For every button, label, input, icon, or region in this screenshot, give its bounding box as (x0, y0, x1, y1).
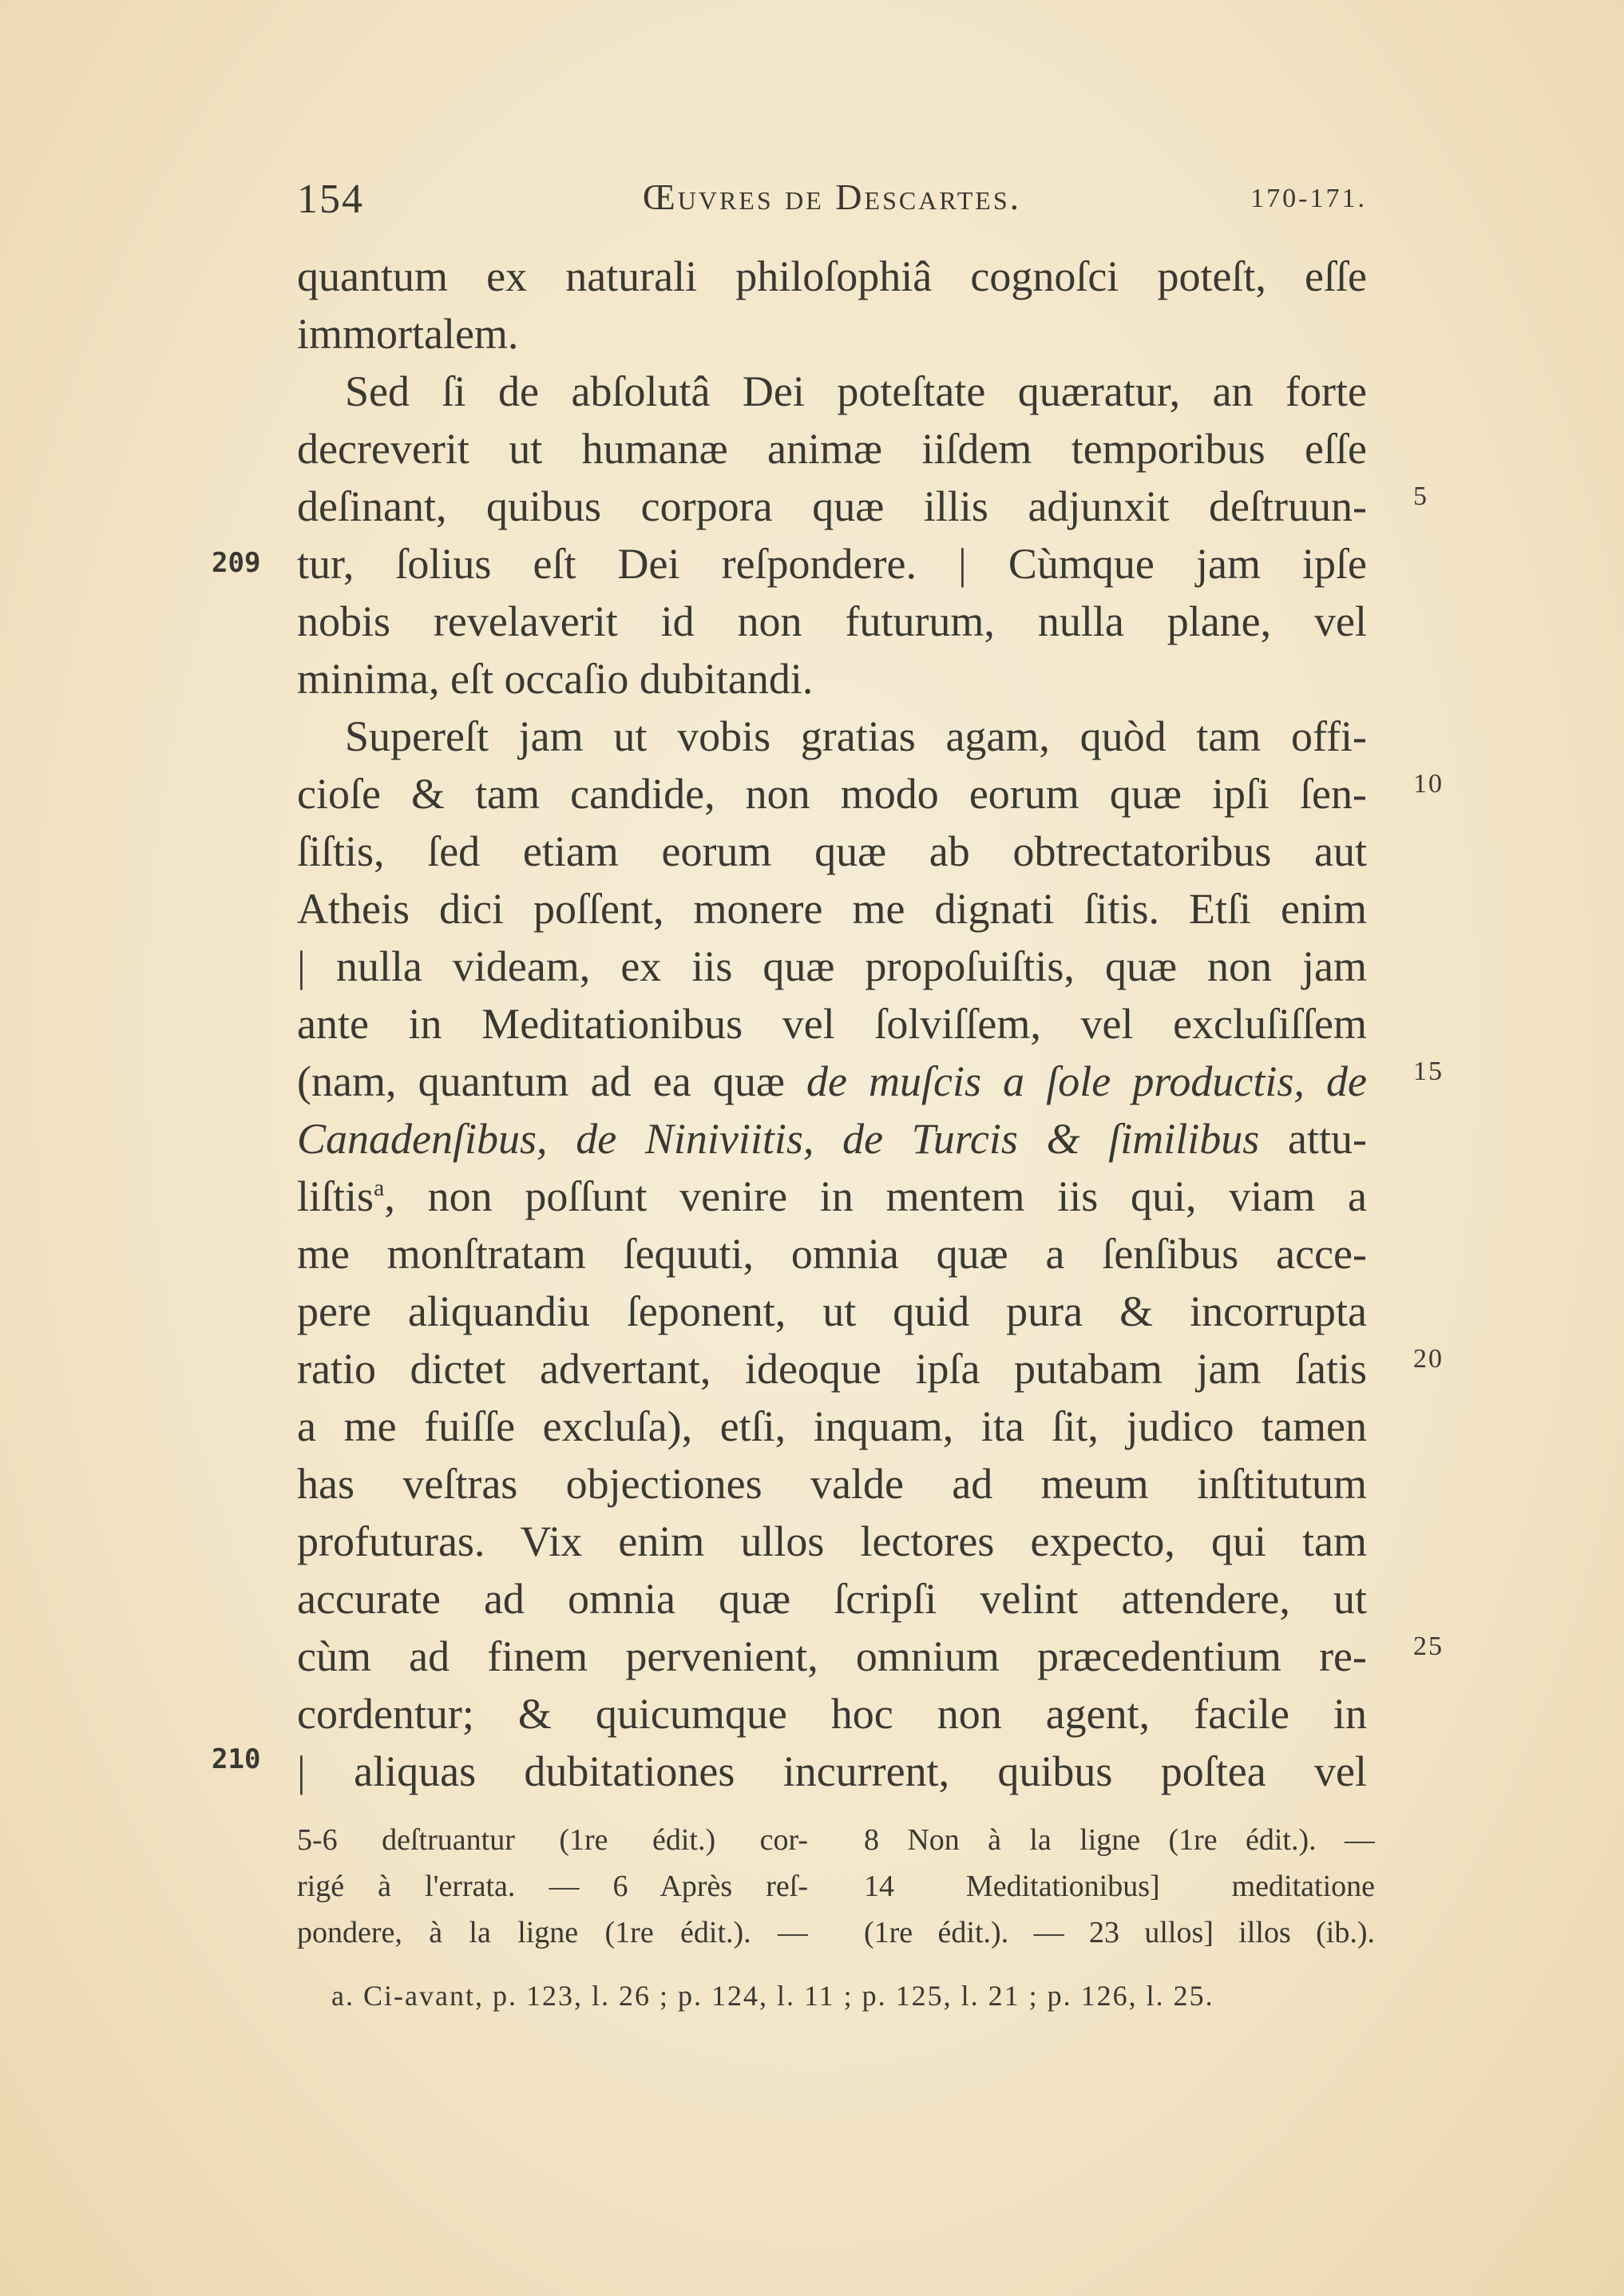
text-line: accurate ad omnia quæ ſcripſi velint attendere, ut (297, 1575, 1367, 1623)
text-line: cordentur; & quicumque hoc non agent, facile in (297, 1690, 1367, 1738)
running-header (297, 176, 1367, 232)
text-line: cioſe & tam candide, non modo eorum quæ ipſi ſen- (297, 770, 1367, 818)
notes-right-column (864, 1817, 1375, 1956)
text-line: has veſtras objectiones valde ad meum inſtitutum (297, 1460, 1367, 1508)
text-line: Sed ſi de abſolutâ Dei poteſtate quæratur, an forte (345, 367, 1367, 415)
edition-page-marker: 209 (212, 547, 261, 579)
text-run: (nam, quantum ad ea quæ (297, 1057, 785, 1105)
line-number: 20 (1413, 1344, 1444, 1374)
text-line: me monſtratam ſequuti, omnia quæ a ſenſibus acce- (297, 1230, 1367, 1278)
text-line: minima, eſt occaſio dubitandi. (297, 655, 814, 703)
text-line: Atheis dici poſſent, monere me dignati ſitis. Etſi enim (297, 885, 1367, 933)
note-line: pondere, à la ligne (1re édit.). — (297, 1916, 808, 1949)
text-line (297, 1053, 1367, 1110)
page-number: 154 (297, 176, 364, 222)
main-text (297, 248, 1367, 1800)
text-line: ſiſtis, ſed etiam eorum quæ ab obtrectatoribus aut (297, 827, 1367, 875)
text-line: ratio dictet advertant, ideoque ipſa putabam jam ſatis (297, 1345, 1367, 1393)
running-title: Œuvres de Descartes. (642, 176, 1022, 217)
text-line: profuturas. Vix enim ullos lectores expecto, qui tam (297, 1517, 1367, 1565)
footnote: a. Ci-avant, p. 123, l. 26 ; p. 124, l. 11 ; p. 125, l. 21 ; p. 126, l. 25. (331, 1980, 1214, 2012)
page-range: 170-171. (1250, 184, 1367, 213)
note-line: 5-6 deſtruantur (1re édit.) cor- (297, 1823, 808, 1857)
note-line: 8 Non à la ligne (1re édit.). — (864, 1823, 1375, 1857)
text-line: cùm ad finem pervenient, omnium præcedentium re- (297, 1632, 1367, 1680)
line-number: 25 (1413, 1632, 1444, 1661)
text-line: decreverit ut humanæ animæ iiſdem temporibus eſſe (297, 425, 1367, 473)
text-line: immortalem. (297, 310, 519, 358)
text-line (297, 1110, 1367, 1168)
note-line: rigé à l'errata. — 6 Après reſ- (297, 1870, 808, 1903)
text-line: pere aliquandiu ſeponent, ut quid pura & incorrupta (297, 1287, 1367, 1335)
text-line: | nulla videam, ex iis quæ propoſuiſtis, quæ non jam (297, 942, 1367, 990)
text-run: liſtis (297, 1172, 374, 1220)
line-number: 5 (1413, 482, 1428, 511)
line-number: 10 (1413, 769, 1444, 799)
text-line: quantum ex naturali philoſophiâ cognoſci poteſt, eſſe (297, 252, 1367, 300)
text-line: deſinant, quibus corpora quæ illis adjunxit deſtruun- (297, 482, 1367, 530)
line-number: 15 (1413, 1057, 1444, 1086)
text-line: Supereſt jam ut vobis gratias agam, quòd tam offi- (345, 712, 1367, 760)
text-line: | aliquas dubitationes incurrent, quibus poſtea vel (297, 1747, 1367, 1795)
text-line: nobis revelaverit id non futurum, nulla plane, vel (297, 597, 1367, 645)
italic-run: Canadenſibus, de Niniviitis, de Turcis & ſimilibus (297, 1115, 1260, 1163)
text-line: a me fuiſſe excluſa), etſi, inquam, ita ſit, judico tamen (297, 1402, 1367, 1450)
notes-left-column (297, 1817, 808, 1956)
italic-run: de muſcis a ſole productis, de (806, 1057, 1367, 1105)
text-line: tur, ſolius eſt Dei reſpondere. | Cùmque jam ipſe (297, 540, 1367, 588)
text-run: , non poſſunt venire in mentem iis qui, viam a (384, 1172, 1367, 1220)
edition-page-marker: 210 (212, 1743, 261, 1775)
text-line (297, 1168, 1367, 1225)
note-line: (1re édit.). — 23 ullos] illos (ib.). (864, 1916, 1375, 1949)
text-run: attu- (1288, 1115, 1367, 1163)
footnote-marker: a (374, 1175, 385, 1201)
text-line: ante in Meditationibus vel ſolviſſem, vel excluſiſſem (297, 1000, 1367, 1048)
note-line: 14 Meditationibus] meditatione (864, 1870, 1375, 1903)
